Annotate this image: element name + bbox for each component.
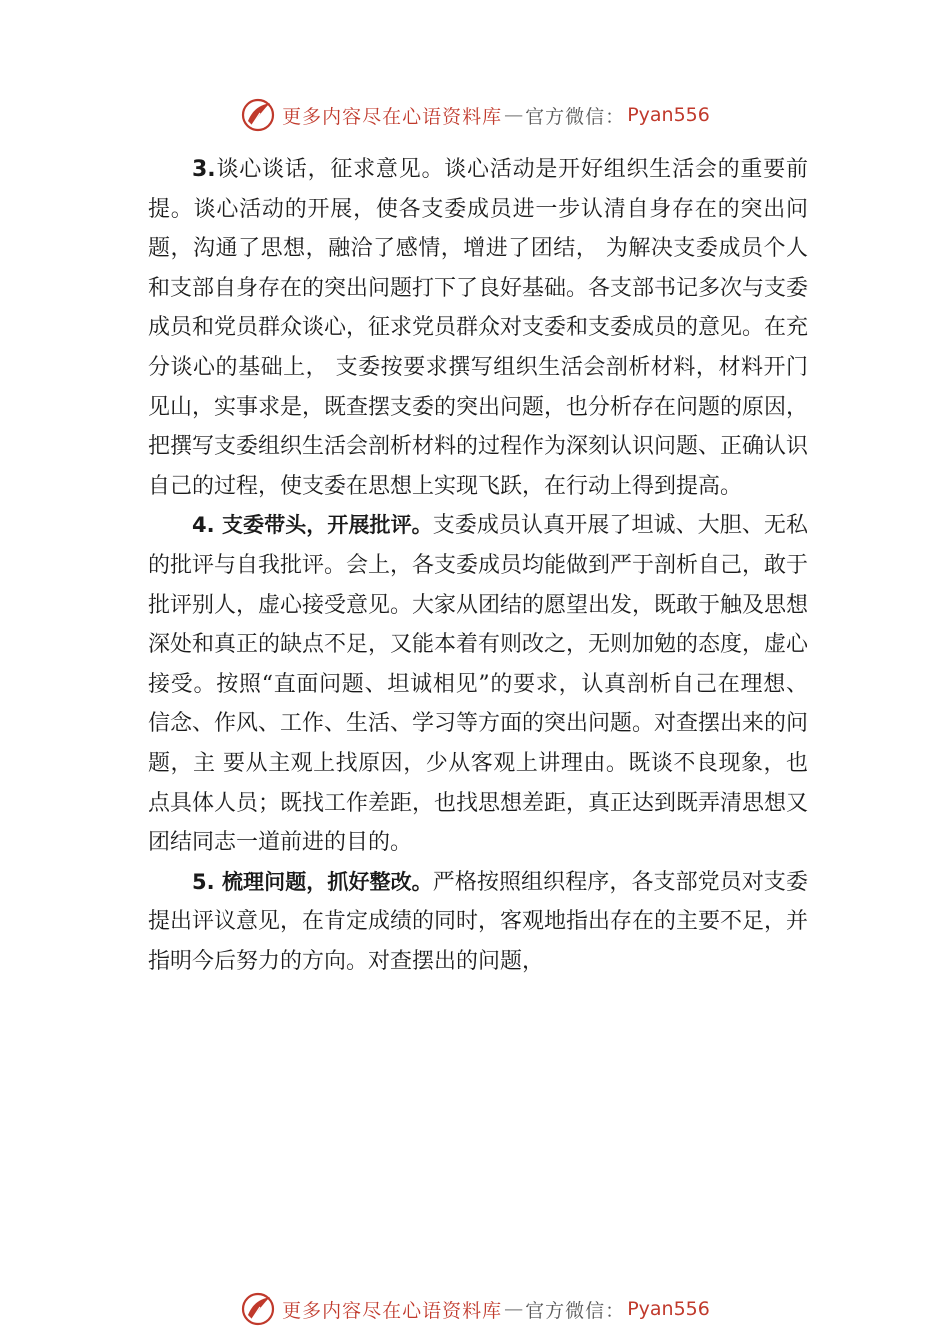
banner-separator: — [504, 104, 524, 126]
paragraph-4 [148, 506, 808, 862]
document-body [148, 150, 808, 981]
footer-banner [0, 1286, 950, 1332]
footer-banner-title: 更多内容尽在心语资料库 [282, 1299, 503, 1322]
paragraph-4-text: 支委成员认真开展了坦诚、大胆、无私的批评与自我批评。会上，各支委成员均能做到严于剖析自己，敢于批评别人，虚心接受意见。大家从团结的愿望出发，既敢于触及思想深处和真正的缺点不足，又能本着有则改之，无则加勉的态度，虚心接受。按照“直面问题、坦诚相见”的要求，认真剖析自己在理想、信念、作风、工作、生活、学习等方面的突出问题。对查摆出来的问题，主 要从主观上找原因，少从客观上讲理由。既谈不良现象，也 点具体人员；既找工作差距，也找思想差距，真正达到既弄清思想又团结同志一道前进的目的。 [148, 513, 809, 856]
footer-banner-separator: — [504, 1298, 524, 1320]
paragraph-5 [148, 863, 808, 982]
header-banner [0, 92, 950, 138]
brand-logo-icon [240, 97, 276, 133]
paragraph-4-heading: 4. 支委带头，开展批评。 [192, 513, 433, 538]
footer-banner-wechat-id: Pyan556 [627, 1298, 710, 1320]
paragraph-3-text: 谈心谈话，征求意见。谈心活动是开好组织生活会的重要前提。谈心活动的开展，使各支委成员进一步认清自身存在的突出问题，沟通了思想，融洽了感情，增进了团结， 为解决支委成员个人和支部自身存在的突出问题打下了良好基础。各支部书记多次与支委成员和党员群众谈心，征求党员群众对支委和支委成员的意见。在充分谈心的基础上， 支委按要求撰写组织生活会剖析材料，材料开门见山，实事求是，既查摆支委的突出问题，也分析存在问题的原因，把撰写支委组织生活会剖析材料的过程作为深刻认识问题、正确认识自己的过程，使支委在思想上实现飞跃，在行动上得到提高。 [148, 157, 809, 499]
banner-wechat-id: Pyan556 [627, 104, 710, 126]
banner-wechat-label: 官方微信： [525, 105, 626, 128]
paragraph-3-number: 3. [192, 157, 216, 182]
paragraph-3 [148, 150, 808, 506]
footer-banner-wechat-label: 官方微信： [525, 1299, 626, 1322]
brand-logo-icon [240, 1291, 276, 1327]
paragraph-5-text: 严格按照组织程序，各支部党员对支委提出评议意见，在肯定成绩的同时，客观地指出存在的主要不足，并指明今后努力的方向。对查摆出的问题， [148, 869, 809, 974]
paragraph-5-heading: 5. 梳理问题，抓好整改。 [192, 869, 433, 894]
banner-title: 更多内容尽在心语资料库 [282, 105, 503, 128]
